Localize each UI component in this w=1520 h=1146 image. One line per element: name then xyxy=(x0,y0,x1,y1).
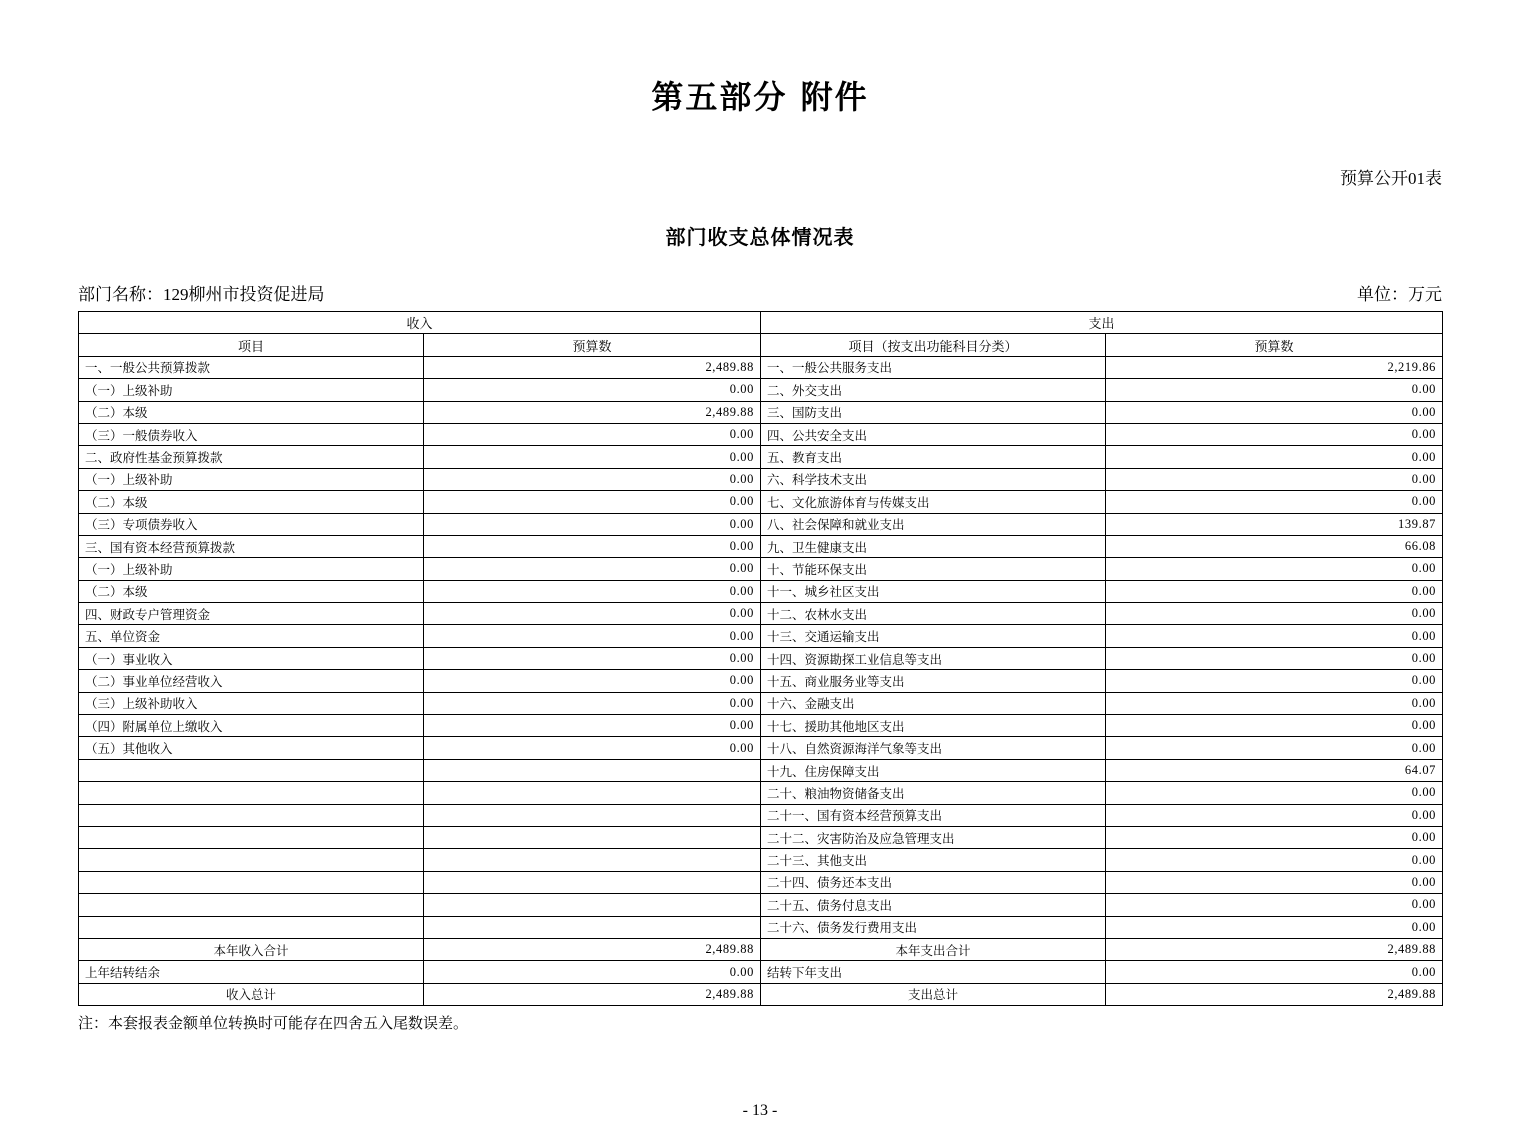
income-value-cell: 0.00 xyxy=(424,468,761,490)
income-value-cell: 0.00 xyxy=(424,625,761,647)
table-row xyxy=(79,737,1443,759)
expense-item-cell: 五、教育支出 xyxy=(761,446,1106,468)
income-item-cell: （二）事业单位经营收入 xyxy=(79,670,424,692)
expense-item-cell: 二十六、债务发行费用支出 xyxy=(761,916,1106,938)
expense-value-cell: 139.87 xyxy=(1106,513,1443,535)
income-item-cell xyxy=(79,849,424,871)
expense-item-cell: 二十、粮油物资储备支出 xyxy=(761,782,1106,804)
group-header-income: 收入 xyxy=(79,312,761,334)
expense-item-cell: 十三、交通运输支出 xyxy=(761,625,1106,647)
expense-value-cell: 0.00 xyxy=(1106,647,1443,669)
expense-value-cell: 0.00 xyxy=(1106,379,1443,401)
expense-value-cell: 66.08 xyxy=(1106,535,1443,557)
table-row xyxy=(79,692,1443,714)
document-page xyxy=(0,72,1520,1146)
income-value-cell xyxy=(424,916,761,938)
income-value-cell xyxy=(424,849,761,871)
budget-table xyxy=(78,311,1443,1006)
summary-expense-value-cell: 2,489.88 xyxy=(1106,938,1443,960)
expense-item-cell: 二、外交支出 xyxy=(761,379,1106,401)
income-item-cell xyxy=(79,871,424,893)
department-label: 部门名称： xyxy=(78,285,163,304)
form-code: 预算公开01表 xyxy=(1340,169,1442,188)
summary-expense-item-cell: 本年支出合计 xyxy=(761,938,1106,960)
expense-item-cell: 十四、资源勘探工业信息等支出 xyxy=(761,647,1106,669)
income-item-cell: （二）本级 xyxy=(79,580,424,602)
expense-value-cell: 0.00 xyxy=(1106,423,1443,445)
summary-income-value-cell: 2,489.88 xyxy=(424,938,761,960)
expense-item-cell: 四、公共安全支出 xyxy=(761,423,1106,445)
income-value-cell: 0.00 xyxy=(424,603,761,625)
table-row xyxy=(79,894,1443,916)
expense-item-cell: 三、国防支出 xyxy=(761,401,1106,423)
table-row xyxy=(79,513,1443,535)
table-summary-row xyxy=(79,961,1443,983)
income-item-cell: （一）上级补助 xyxy=(79,558,424,580)
expense-value-cell: 64.07 xyxy=(1106,759,1443,781)
income-value-cell: 0.00 xyxy=(424,580,761,602)
expense-item-cell: 二十一、国有资本经营预算支出 xyxy=(761,804,1106,826)
income-value-cell: 0.00 xyxy=(424,423,761,445)
summary-income-value-cell: 2,489.88 xyxy=(424,983,761,1005)
department-meta xyxy=(78,280,325,305)
summary-income-item-cell: 本年收入合计 xyxy=(79,938,424,960)
expense-item-cell: 六、科学技术支出 xyxy=(761,468,1106,490)
table-note: 注：本套报表金额单位转换时可能存在四舍五入尾数误差。 xyxy=(78,1016,469,1033)
table-row xyxy=(79,804,1443,826)
table-row xyxy=(79,916,1443,938)
table-summary-row xyxy=(79,938,1443,960)
expense-value-cell: 0.00 xyxy=(1106,871,1443,893)
table-title: 部门收支总体情况表 xyxy=(665,225,855,249)
expense-value-cell: 0.00 xyxy=(1106,826,1443,848)
expense-value-cell: 0.00 xyxy=(1106,849,1443,871)
expense-value-cell: 0.00 xyxy=(1106,670,1443,692)
expense-value-cell: 0.00 xyxy=(1106,491,1443,513)
income-value-cell xyxy=(424,871,761,893)
income-value-cell: 0.00 xyxy=(424,558,761,580)
table-row xyxy=(79,625,1443,647)
expense-value-cell: 0.00 xyxy=(1106,715,1443,737)
expense-value-cell: 0.00 xyxy=(1106,558,1443,580)
income-item-cell: （一）事业收入 xyxy=(79,647,424,669)
expense-value-cell: 0.00 xyxy=(1106,894,1443,916)
expense-value-cell: 0.00 xyxy=(1106,401,1443,423)
income-value-cell xyxy=(424,826,761,848)
summary-income-value-cell: 0.00 xyxy=(424,961,761,983)
table-row xyxy=(79,603,1443,625)
table-column-header-row xyxy=(79,334,1443,356)
table-meta xyxy=(78,280,1442,305)
income-value-cell: 2,489.88 xyxy=(424,401,761,423)
income-value-cell xyxy=(424,804,761,826)
expense-item-cell: 十二、农林水支出 xyxy=(761,603,1106,625)
expense-item-cell: 八、社会保障和就业支出 xyxy=(761,513,1106,535)
table-row xyxy=(79,446,1443,468)
expense-item-cell: 二十五、债务付息支出 xyxy=(761,894,1106,916)
income-value-cell: 0.00 xyxy=(424,446,761,468)
income-item-cell xyxy=(79,894,424,916)
column-header-income-value: 预算数 xyxy=(424,334,761,356)
expense-value-cell: 0.00 xyxy=(1106,625,1443,647)
column-header-income-item: 项目 xyxy=(79,334,424,356)
table-row xyxy=(79,558,1443,580)
expense-item-cell: 十一、城乡社区支出 xyxy=(761,580,1106,602)
table-row xyxy=(79,826,1443,848)
income-item-cell: 三、国有资本经营预算拨款 xyxy=(79,535,424,557)
income-value-cell xyxy=(424,782,761,804)
expense-item-cell: 七、文化旅游体育与传媒支出 xyxy=(761,491,1106,513)
table-row xyxy=(79,379,1443,401)
table-row xyxy=(79,849,1443,871)
summary-expense-item-cell: 支出总计 xyxy=(761,983,1106,1005)
income-value-cell: 0.00 xyxy=(424,513,761,535)
expense-value-cell: 0.00 xyxy=(1106,603,1443,625)
income-value-cell: 0.00 xyxy=(424,692,761,714)
income-item-cell: （二）本级 xyxy=(79,491,424,513)
income-item-cell xyxy=(79,826,424,848)
income-value-cell xyxy=(424,894,761,916)
expense-item-cell: 十七、援助其他地区支出 xyxy=(761,715,1106,737)
income-item-cell xyxy=(79,759,424,781)
income-value-cell xyxy=(424,759,761,781)
summary-expense-value-cell: 0.00 xyxy=(1106,961,1443,983)
table-row xyxy=(79,401,1443,423)
income-value-cell: 0.00 xyxy=(424,491,761,513)
unit-label: 单位：万元 xyxy=(1357,285,1442,304)
income-value-cell: 2,489.88 xyxy=(424,356,761,378)
income-item-cell xyxy=(79,916,424,938)
table-row xyxy=(79,759,1443,781)
table-row xyxy=(79,535,1443,557)
expense-item-cell: 二十二、灾害防治及应急管理支出 xyxy=(761,826,1106,848)
summary-expense-item-cell: 结转下年支出 xyxy=(761,961,1106,983)
income-item-cell: （二）本级 xyxy=(79,401,424,423)
column-header-expense-item: 项目（按支出功能科目分类） xyxy=(761,334,1106,356)
expense-value-cell: 0.00 xyxy=(1106,804,1443,826)
expense-item-cell: 九、卫生健康支出 xyxy=(761,535,1106,557)
expense-item-cell: 十八、自然资源海洋气象等支出 xyxy=(761,737,1106,759)
expense-value-cell: 0.00 xyxy=(1106,580,1443,602)
income-item-cell: （三）专项债券收入 xyxy=(79,513,424,535)
expense-value-cell: 0.00 xyxy=(1106,782,1443,804)
income-value-cell: 0.00 xyxy=(424,647,761,669)
table-row xyxy=(79,871,1443,893)
expense-item-cell: 十、节能环保支出 xyxy=(761,558,1106,580)
income-value-cell: 0.00 xyxy=(424,715,761,737)
summary-expense-value-cell: 2,489.88 xyxy=(1106,983,1443,1005)
table-summary-row xyxy=(79,983,1443,1005)
table-body xyxy=(79,356,1443,1005)
income-item-cell: 四、财政专户管理资金 xyxy=(79,603,424,625)
income-item-cell: （一）上级补助 xyxy=(79,379,424,401)
expense-value-cell: 0.00 xyxy=(1106,446,1443,468)
summary-income-item-cell: 上年结转结余 xyxy=(79,961,424,983)
table-row xyxy=(79,423,1443,445)
table-group-header-row xyxy=(79,312,1443,334)
table-row xyxy=(79,782,1443,804)
table-row xyxy=(79,491,1443,513)
expense-item-cell: 十六、金融支出 xyxy=(761,692,1106,714)
department-name: 129柳州市投资促进局 xyxy=(163,285,325,304)
expense-value-cell: 0.00 xyxy=(1106,692,1443,714)
income-item-cell: 五、单位资金 xyxy=(79,625,424,647)
income-item-cell: （三）一般债券收入 xyxy=(79,423,424,445)
income-item-cell: 二、政府性基金预算拨款 xyxy=(79,446,424,468)
income-item-cell: （四）附属单位上缴收入 xyxy=(79,715,424,737)
expense-value-cell: 0.00 xyxy=(1106,468,1443,490)
page-title: 第五部分 附件 xyxy=(651,78,869,116)
expense-item-cell: 一、一般公共服务支出 xyxy=(761,356,1106,378)
expense-item-cell: 二十四、债务还本支出 xyxy=(761,871,1106,893)
income-item-cell: （五）其他收入 xyxy=(79,737,424,759)
expense-item-cell: 二十三、其他支出 xyxy=(761,849,1106,871)
column-header-expense-value: 预算数 xyxy=(1106,334,1443,356)
expense-value-cell: 2,219.86 xyxy=(1106,356,1443,378)
income-item-cell: 一、一般公共预算拨款 xyxy=(79,356,424,378)
income-item-cell: （三）上级补助收入 xyxy=(79,692,424,714)
table-row xyxy=(79,356,1443,378)
summary-income-item-cell: 收入总计 xyxy=(79,983,424,1005)
table-row xyxy=(79,468,1443,490)
income-value-cell: 0.00 xyxy=(424,379,761,401)
income-item-cell: （一）上级补助 xyxy=(79,468,424,490)
table-row xyxy=(79,580,1443,602)
expense-value-cell: 0.00 xyxy=(1106,916,1443,938)
income-value-cell: 0.00 xyxy=(424,535,761,557)
table-row xyxy=(79,715,1443,737)
expense-value-cell: 0.00 xyxy=(1106,737,1443,759)
income-value-cell: 0.00 xyxy=(424,737,761,759)
group-header-expense: 支出 xyxy=(761,312,1443,334)
table-row xyxy=(79,670,1443,692)
page-number: - 13 - xyxy=(742,1102,778,1119)
expense-item-cell: 十五、商业服务业等支出 xyxy=(761,670,1106,692)
expense-item-cell: 十九、住房保障支出 xyxy=(761,759,1106,781)
income-item-cell xyxy=(79,782,424,804)
table-row xyxy=(79,647,1443,669)
income-item-cell xyxy=(79,804,424,826)
income-value-cell: 0.00 xyxy=(424,670,761,692)
